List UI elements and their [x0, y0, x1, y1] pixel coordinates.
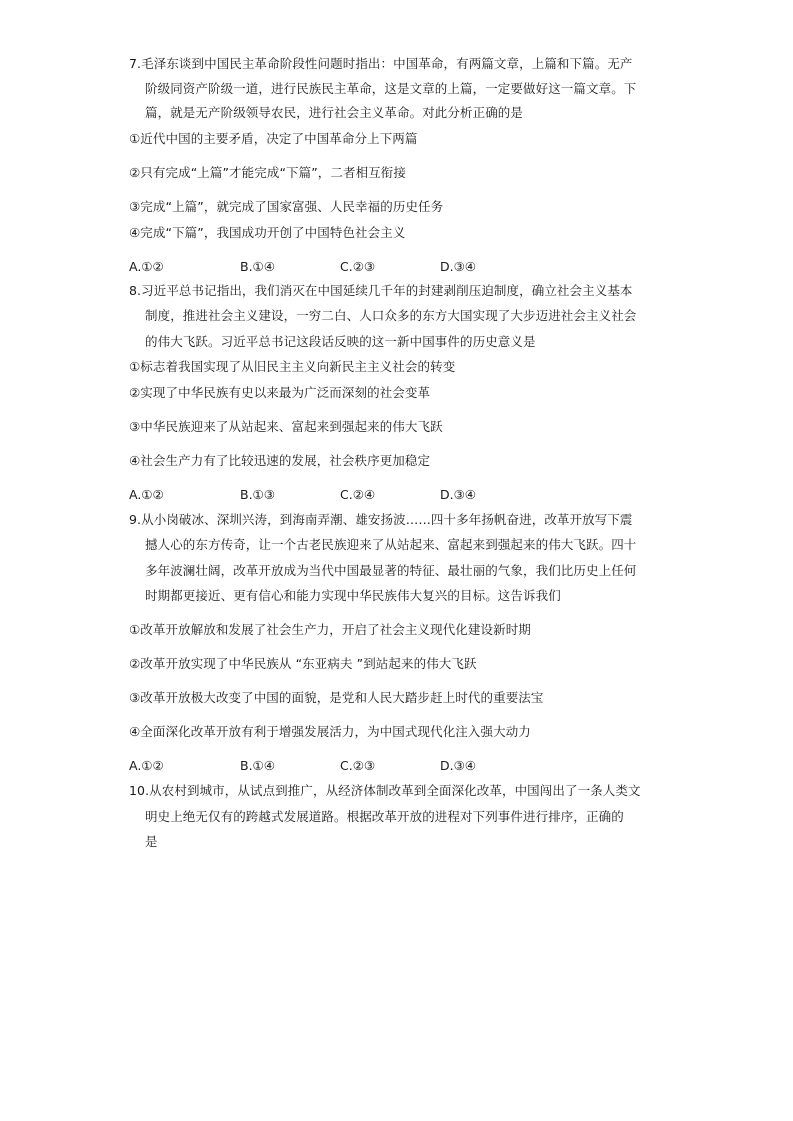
question-7-choice-b[interactable]: B.①④ [240, 259, 275, 274]
question-8-stem-line-1: 8.习近平总书记指出，我们消灭在中国延续几千年的封建剥削压迫制度，确立社会主义基本 [129, 283, 633, 298]
question-8-choice-a[interactable]: A.①② [129, 487, 164, 502]
question-8-option-4: ④社会生产力有了比较迅速的发展，社会秩序更加稳定 [129, 453, 431, 468]
question-7-option-4: ④完成“下篇”，我国成功开创了中国特色社会主义 [129, 225, 406, 240]
question-7-choice-c[interactable]: C.②③ [340, 259, 376, 274]
question-8-choice-c[interactable]: C.②④ [340, 487, 376, 502]
question-8-option-3: ③中华民族迎来了从站起来、富起来到强起来的伟大飞跃 [129, 419, 443, 434]
question-7-choice-d[interactable]: D.③④ [440, 259, 477, 274]
question-9-choice-d[interactable]: D.③④ [440, 758, 477, 773]
question-9-stem-line-3: 多年波澜壮阔，改革开放成为当代中国最显著的特征、最壮丽的气象，我们比历史上任何 [145, 563, 637, 578]
question-9-option-2: ②改革开放实现了中华民族从 “东亚病夫 ”到站起来的伟大飞跃 [129, 656, 477, 671]
question-7-option-3: ③完成“上篇”，就完成了国家富强、人民幸福的历史任务 [129, 199, 444, 214]
question-9-stem-line-4: 时期都更接近、更有信心和能力实现中华民族伟大复兴的目标。这告诉我们 [145, 588, 561, 603]
question-9-option-3: ③改革开放极大改变了中国的面貌，是党和人民大踏步赶上时代的重要法宝 [129, 690, 544, 705]
question-10-stem-line-1: 10.从农村到城市，从试点到推广，从经济体制改革到全面深化改革，中国闯出了一条人类文 [129, 783, 641, 798]
question-10-stem-line-2: 明史上绝无仅有的跨越式发展道路。根据改革开放的进程对下列事件进行排序，正确的 [145, 809, 624, 824]
question-9-option-1: ①改革开放解放和发展了社会生产力，开启了社会主义现代化建设新时期 [129, 622, 531, 637]
question-7-stem-line-1: 7.毛泽东谈到中国民主革命阶段性问题时指出：中国革命，有两篇文章，上篇和下篇。无产 [129, 56, 633, 71]
question-7-option-2: ②只有完成“上篇”才能完成“下篇”，二者相互衔接 [129, 165, 407, 180]
question-8-choice-d[interactable]: D.③④ [440, 487, 477, 502]
question-8-option-1: ①标志着我国实现了从旧民主主义向新民主主义社会的转变 [129, 359, 456, 374]
question-8-stem-line-3: 的伟大飞跃。习近平总书记这段话反映的这一新中国事件的历史意义是 [145, 334, 536, 349]
question-9-option-4: ④全面深化改革开放有利于增强发展活力，为中国式现代化注入强大动力 [129, 724, 531, 739]
question-9-stem-line-1: 9.从小岗破冰、深圳兴涛，到海南弄潮、雄安扬波……四十多年扬帆奋进，改革开放写下震 [129, 512, 633, 527]
question-7-stem-line-3: 篇，就是无产阶级领导农民，进行社会主义革命。对此分析正确的是 [145, 105, 524, 120]
question-9-choice-a[interactable]: A.①② [129, 758, 164, 773]
question-9-choice-c[interactable]: C.②③ [340, 758, 376, 773]
question-7-stem-line-2: 阶级同资产阶级一道，进行民族民主革命，这是文章的上篇，一定要做好这一篇文章。下 [145, 81, 637, 96]
question-7-choice-a[interactable]: A.①② [129, 259, 164, 274]
question-9-stem-line-2: 撼人心的东方传奇，让一个古老民族迎来了从站起来、富起来到强起来的伟大飞跃。四十 [145, 537, 637, 552]
question-8-stem-line-2: 制度，推进社会主义建设，一穷二白、人口众多的东方大国实现了大步迈进社会主义社会 [145, 308, 637, 323]
question-8-choice-b[interactable]: B.①③ [240, 487, 275, 502]
question-8-option-2: ②实现了中华民族有史以来最为广泛而深刻的社会变革 [129, 385, 431, 400]
question-10-stem-line-3: 是 [145, 834, 158, 849]
question-7-option-1: ①近代中国的主要矛盾，决定了中国革命分上下两篇 [129, 131, 418, 146]
question-9-choice-b[interactable]: B.①④ [240, 758, 275, 773]
